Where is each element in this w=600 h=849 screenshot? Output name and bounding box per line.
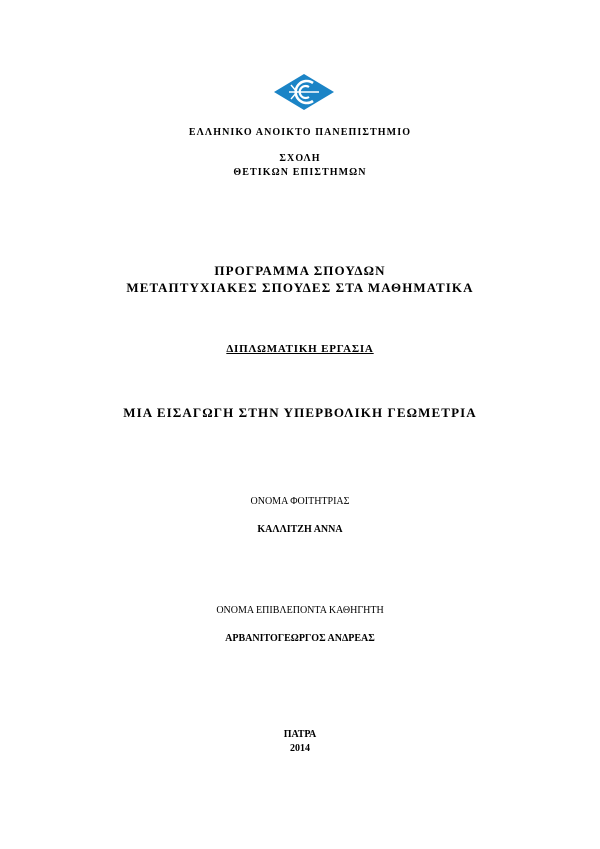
supervisor-name: ΑΡΒΑΝΙΤΟΓΕΩΡΓΟΣ ΑΝΔΡΕΑΣ xyxy=(225,633,375,644)
school-name: ΘΕΤΙΚΩΝ ΕΠΙΣΤΗΜΩΝ xyxy=(233,167,367,178)
supervisor-label: ΟΝΟΜΑ ΕΠΙΒΛΕΠΟΝΤΑ ΚΑΘΗΓΗΤΗ xyxy=(216,605,384,616)
program-subtitle: ΜΕΤΑΠΤΥΧΙΑΚΕΣ ΣΠΟΥΔΕΣ ΣΤΑ ΜΑΘΗΜΑΤΙΚΑ xyxy=(126,280,474,295)
thesis-type: ΔΙΠΛΩΜΑΤΙΚΗ ΕΡΓΑΣΙΑ xyxy=(226,343,374,355)
program-title: ΠΡΟΓΡΑΜΜΑ ΣΠΟΥΔΩΝ xyxy=(214,263,386,278)
university-name: ΕΛΛΗΝΙΚΟ ΑΝΟΙΚΤΟ ΠΑΝΕΠΙΣΤΗΜΙΟ xyxy=(188,127,412,138)
thesis-title: ΜΙΑ ΕΙΣΑΓΩΓΗ ΣΤΗΝ ΥΠΕΡΒΟΛΙΚΗ ΓΕΩΜΕΤΡΙΑ xyxy=(123,405,477,420)
school-label: ΣΧΟΛΗ xyxy=(279,153,321,164)
year: 2014 xyxy=(290,743,310,754)
student-label: ΟΝΟΜΑ ΦΟΙΤΗΤΡΙΑΣ xyxy=(250,496,350,507)
student-name: ΚΑΛΛΙΤΖΗ ΑΝΝΑ xyxy=(257,524,343,535)
city: ΠΑΤΡΑ xyxy=(283,729,317,740)
university-logo-icon xyxy=(273,73,335,111)
